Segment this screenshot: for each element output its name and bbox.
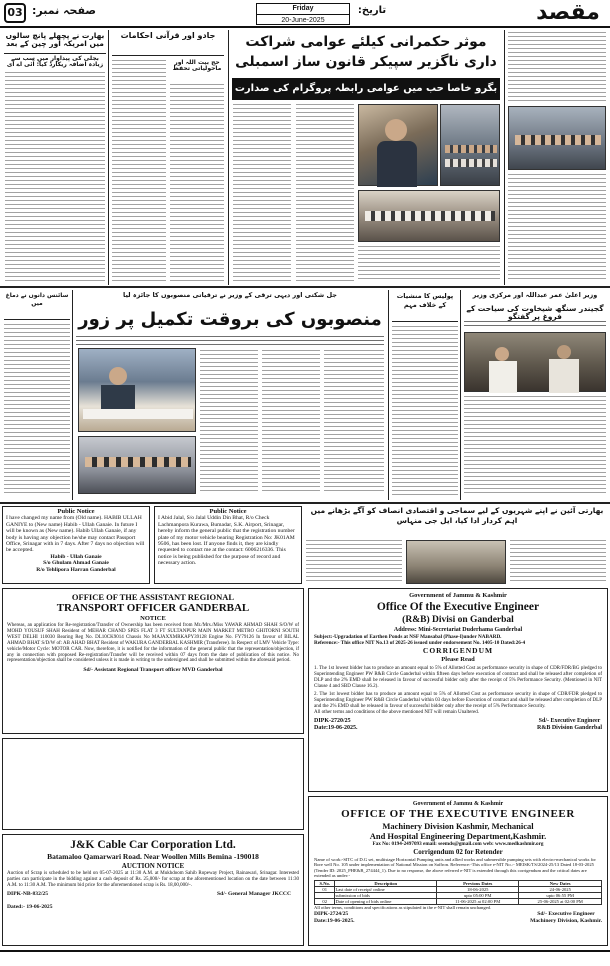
mech-gov: Government of Jammu & Kashmir bbox=[412, 801, 504, 807]
col2-sub-headline: حج بیت اللہ اور ماحولیاتی تحفظ bbox=[172, 59, 222, 73]
mech-cell: 18-06-2025 bbox=[437, 886, 519, 892]
farleft-text bbox=[4, 324, 70, 496]
public-notice-1-parent: S/o Ghulam Ahmad Ganaie bbox=[43, 560, 109, 567]
cable-address: Batamaloo Qamarwari Road. Near Woollen Mills Bemina -190018 bbox=[47, 852, 259, 861]
exec-ganderbal-dipk: DIPK-2720/25 bbox=[314, 717, 351, 724]
footer-bar bbox=[0, 950, 610, 966]
mid-kicker: جل شکتی اور دیہی ترقی کے وزیر نے ترقیاتی منصوبوں کا جائزہ لیا bbox=[123, 291, 337, 299]
exec-ganderbal-reference: Reference:- This office NIT No.13 of 2025-26 issued under endorsement No. 1405-10 Dated:26-4 bbox=[314, 640, 526, 647]
exec-ganderbal-title: Office Of the Executive Engineer bbox=[376, 601, 540, 613]
mech-l3: And Hospital Engineering Department,Kashmir. bbox=[369, 831, 547, 841]
date-value: 20-June-2025 bbox=[281, 17, 325, 24]
mech-footer: All other terms, conditions and specifications as stipulated in the e-NIT shall remain unchanged. bbox=[314, 905, 492, 911]
public-notice-1-name: Habib - Ullah Ganaie bbox=[50, 553, 102, 560]
mid-story-col-b bbox=[262, 350, 320, 494]
column-rule bbox=[72, 290, 73, 500]
bottom-strip-headline: بھارتی آئین نے اپنے شہریوں کے لیے سماجی و اقتصادی انصاف کو آگے بڑھانے میں اہم کردار ادا کیا، ایل جی منہاس bbox=[310, 506, 604, 525]
column-rule bbox=[388, 290, 389, 500]
public-notice-2-title: Public Notice bbox=[209, 508, 247, 515]
public-notice-2 bbox=[154, 506, 302, 584]
mech-cell: upto 06:55 PM bbox=[519, 893, 602, 899]
day-label: Friday bbox=[257, 4, 349, 15]
mech-cell: 11-06-2025 at 02:00 PM bbox=[437, 899, 519, 905]
bottom-strip-text-b bbox=[510, 540, 606, 584]
mech-sign2: Machinery Division, Kashmir. bbox=[530, 917, 602, 924]
main-story-photo bbox=[358, 104, 438, 186]
transport-body: Whereas, an application for Re-registration/Transfer of Ownership has been received from Mr./Mrs./Miss YAWAR AHMAD SHAH S/O/W of MOHD YOUSUF SHAH Resident of MEHAR CHAND SPES FLAT 3 FT SULTANPUR MAIN MARKET METRO GHITORNI SOUTH WEST DELHI 110030 Bearing Reg No. DL10CK9014 Chassis No MAJAXXMRKAPY39128 Engine No. FY79126 In favour of BILAL AHMAD BHAT S/D/W of: AB AHAD BHAT Resident of WAKURA GANDERBAL KASHMIR (Transferee). In Respect of LMV Vehicle Type: vehicle/Motor Cycle: MOTOR CAR. Now, therefore, it is notified for the information of the general public that the representation/objection, if any in connection with proposed Re-registration/Transfer will be received within 07 days from the date of publication of this notice. No representation/objection shall be considered unless it is made in writing to the undersigned and shall be submitted within the aforesaid period. bbox=[7, 623, 299, 664]
mech-th: New Dates bbox=[519, 880, 602, 886]
mech-dipk: DIPK-2724/25 bbox=[314, 911, 349, 918]
mech-cell: submission of bids bbox=[335, 893, 437, 899]
mech-cell: upto 05:00 PM bbox=[437, 893, 519, 899]
mechanical-notice bbox=[308, 796, 608, 946]
left-sub-headline: بجلی کی پیداوار میں سب سے زیادہ اضافہ ریکارڈ کیا: آئی اے ای bbox=[6, 55, 104, 69]
right-column-photo bbox=[508, 106, 606, 170]
mech-th: Description bbox=[335, 880, 437, 886]
mech-cell: 25-06-2025 at 02:00 PM bbox=[519, 899, 602, 905]
main-story-col1 bbox=[233, 104, 291, 282]
exec-ganderbal-p2: 2. The 1st lowest bidder has to produce an amount equal to 5% of Allotted Cost as performance security in shape of CDR/FDR pledged to Superintending Engineer PW R&B Circle Ganderbal within 03 days before Execution of contract and shall be released after completion of DLP and the 2% EMD shall be released in favour of successful bidder only after the receipt of 5% Performance Security. bbox=[314, 692, 602, 709]
cable-body: Auction of Scrap is scheduled to be held on 05-07-2025 at 11:30 A.M. at Mukhdoom Sahib Ropeway Project, Rainawari, Srinagar. Interested parties can participate in the bidding against a cash deposit of Rs. 25,000/- for scrap at the aforementioned location on the date between 11:30 A.M. to 11:30 A.M. The minimum bid price for the aforementioned scrap is Rs. 18,00,000/-. bbox=[7, 871, 299, 888]
mech-l2: Machinery Division Kashmir, Mechanical bbox=[382, 821, 534, 831]
lrwd-sign bbox=[149, 742, 299, 748]
mech-th: S.No. bbox=[315, 880, 335, 886]
column-rule bbox=[228, 30, 229, 285]
left-top-headline: بھارت نے پچھلے پانچ سالوں میں امریکہ اور چین کے بعد bbox=[4, 32, 106, 54]
right-mid-sub: گجیندر سنگھ شیخاوت کی سیاحت کے فروغ پر گفتگو bbox=[466, 304, 604, 321]
right-column-text-b bbox=[508, 174, 606, 282]
table-row bbox=[315, 899, 602, 905]
main-headline: موثر حکمرانی کیلئے عوامی شراکت داری ناگزیر سپیکر قانون ساز اسمبلی bbox=[235, 34, 497, 70]
date-box bbox=[256, 3, 350, 25]
cable-dipk: DIPK-NB-832/25 bbox=[7, 891, 49, 897]
main-story-col3 bbox=[358, 246, 500, 282]
col2-text-b bbox=[170, 84, 224, 282]
mid-story-col-c bbox=[324, 350, 384, 494]
public-notice-1-title: Public Notice bbox=[57, 508, 95, 515]
cable-date: Dated:- 19-06-2025 bbox=[7, 903, 53, 910]
transport-sign: Sd/- Assistant Regional Transport officer MVD Ganderbal bbox=[83, 667, 223, 674]
mid-story-photo-2 bbox=[78, 436, 196, 494]
exec-ganderbal-notice bbox=[308, 588, 608, 792]
public-notice-2-body: I Abid Jalal, S/o Jalal Uddin Din Bhat, R/o Check Lachmanpora Kurawa, Bumadar, S.K. Airport, Srinagar, hereby inform the general public that the registration number plate of my motor vehicle bearing Registration No: JK01AM 9506, has been lost. If anyone finds it, they are kindly requested to contact me at the contact: 6006216336. This notice is being published for the purpose of record and necessary action. bbox=[158, 515, 295, 567]
transport-header: OFFICE OF THE ASSISTANT REGIONAL bbox=[71, 592, 235, 602]
public-notice-1 bbox=[2, 506, 150, 584]
column-rule bbox=[108, 30, 109, 285]
exec-ganderbal-sign2: R&B Division Ganderbal bbox=[536, 724, 602, 731]
transport-title: TRANSPORT OFFICER GANDERBAL bbox=[56, 602, 250, 614]
exec-ganderbal-date: Date:19-06-2025. bbox=[314, 724, 358, 731]
mech-cell: 24-06-2025 bbox=[519, 886, 602, 892]
public-notice-1-address: R/o Tehlipora Harran Ganderbal bbox=[36, 566, 116, 573]
exec-ganderbal-gov: Government of Jammu & Kashmir bbox=[409, 592, 507, 599]
mech-body: Name of work:-SITC of D.G set, multistage Horizontal Pumping units and allied works and submersible pumping sets with electro-mechanical works for Bore well No. 105 under implementation of National Mission on Saffron. Reference:-This office e-NIT No.:- MEISK/TS/2024-25/13 Dated 18-03-2025 (Tender ID: 2025_PHE&B_274444_1). Due to no response, the above referred e-NIT is extended through this corrigendum and the critical dates are extended as under:- bbox=[314, 857, 596, 879]
main-story-photo-meeting bbox=[358, 190, 500, 242]
cable-sub: AUCTION NOTICE bbox=[121, 862, 185, 870]
public-notice-1-body: I have changed my name from (Old name). HABIB ULLAH GANIYE to (New name) Habib - Ullah Ganaie. In future I will be known as (New name). Habib Ullah Ganaie, if any body is having any objection he/she may contact Passport Office, Srinagar with in 7 days. After 7 days no objection will be accepted. bbox=[6, 515, 145, 554]
left-column-text bbox=[5, 72, 105, 282]
col2-headline: جادو اور قرآنی احکامات bbox=[112, 32, 224, 56]
exec-ganderbal-please: Please Read bbox=[441, 656, 475, 664]
mid-headline: منصوبوں کی بروقت تکمیل پر زور bbox=[78, 309, 382, 330]
mech-cell: 01 bbox=[315, 886, 335, 892]
mech-title: OFFICE OF THE EXECUTIVE ENGINEER bbox=[341, 808, 575, 820]
column-rule bbox=[460, 290, 461, 500]
mech-th: Previous Dates bbox=[437, 880, 519, 886]
mid-story-col-a bbox=[200, 350, 258, 494]
page-label: صفحہ نمبر: bbox=[32, 4, 96, 17]
exec-ganderbal-sub: (R&B) Divisi on Ganderbal bbox=[402, 615, 514, 625]
mech-cell: Date of opening of bids online bbox=[335, 899, 437, 905]
exec-ganderbal-p1: 1. The 1st lowest bidder has to produce an amount equal to 5% of Allotted Cost as performance security in shape of CDR/FDR/BG pledged to Superintending Engineer PW R&B Circle Ganderbal within fifteen days before execution of contract and shall be released after completion of DLP and the 2% EMD shall be released in favour of successful bidder only after the receipt of 5% Performance Security. (Mentioned in NIT Clause 4 and SBD Clause 16.2). bbox=[314, 666, 602, 690]
date-label: تاریخ: bbox=[357, 5, 387, 16]
main-strip-headline: بگرو خاصا حب میں عوامی رابطہ پروگرام کی صدارت bbox=[232, 78, 500, 100]
transport-sub: NOTICE bbox=[140, 615, 166, 622]
masthead bbox=[0, 0, 610, 28]
bottom-strip-photo bbox=[406, 540, 506, 584]
mid-right-headline: پولیس کا منشیات کے خلاف مہم bbox=[392, 292, 458, 322]
mid-story-photo bbox=[78, 348, 196, 432]
right-mid-photo bbox=[464, 332, 606, 392]
transport-notice bbox=[2, 588, 304, 734]
mech-cell: Last date of receipt/ online bbox=[335, 886, 437, 892]
cable-car-notice bbox=[2, 834, 304, 946]
cable-sign: Sd/- General Manager JKCCC bbox=[216, 891, 291, 897]
col2-text-a bbox=[112, 60, 166, 282]
exec-ganderbal-sign1: Sd/- Executive Engineer bbox=[538, 717, 601, 724]
exec-ganderbal-corr: CORRIGENDUM bbox=[422, 646, 494, 656]
mech-cell: 02 bbox=[315, 899, 335, 905]
mid-right-text bbox=[392, 326, 458, 496]
main-story-col2 bbox=[296, 104, 354, 282]
right-column-text-a bbox=[508, 32, 606, 102]
lrwd-notice bbox=[2, 738, 304, 830]
page-number-box: 03 bbox=[4, 3, 26, 23]
right-mid-headline: وزیر اعلیٰ عمر عبداللہ اور مرکزی وزیر bbox=[472, 291, 598, 299]
right-mid-text bbox=[464, 396, 606, 496]
main-story-photo-crowd bbox=[440, 104, 500, 186]
cable-title: J&K Cable Car Corporation Ltd. bbox=[70, 839, 236, 851]
mech-contact: Fax No: 0194-2497093 email: seemds@gmail.com web: www.medkashmir.org bbox=[372, 841, 544, 847]
mid-lede bbox=[76, 336, 384, 346]
mech-corr: Corrigendum 02 for Retender bbox=[413, 848, 503, 856]
mech-dates-table bbox=[314, 880, 602, 906]
bottom-strip-text-a bbox=[306, 540, 402, 584]
column-rule bbox=[504, 30, 505, 285]
right-mid-lede bbox=[464, 321, 606, 329]
section-rule bbox=[0, 502, 610, 504]
mech-date: Date:19-06-2025. bbox=[314, 917, 355, 924]
masthead-title: مقصد bbox=[536, 0, 600, 25]
exec-ganderbal-p3: All other terms and conditions of the above mentioned NIT will remain Unaltered. bbox=[314, 709, 480, 715]
farleft-headline: سائنس دانوں نے دماغ میں bbox=[4, 292, 70, 320]
exec-ganderbal-subject: Subject:-Upgradation of Earthen Ponds at NSF Mansabal (Phase-I)under NABARD. bbox=[314, 634, 502, 640]
mech-sign1: Sd/- Executive Engineer bbox=[537, 911, 595, 918]
section-rule bbox=[0, 286, 610, 288]
exec-ganderbal-address: Address: Mini-Secretariat Duderhama Ganderbal bbox=[393, 627, 523, 633]
